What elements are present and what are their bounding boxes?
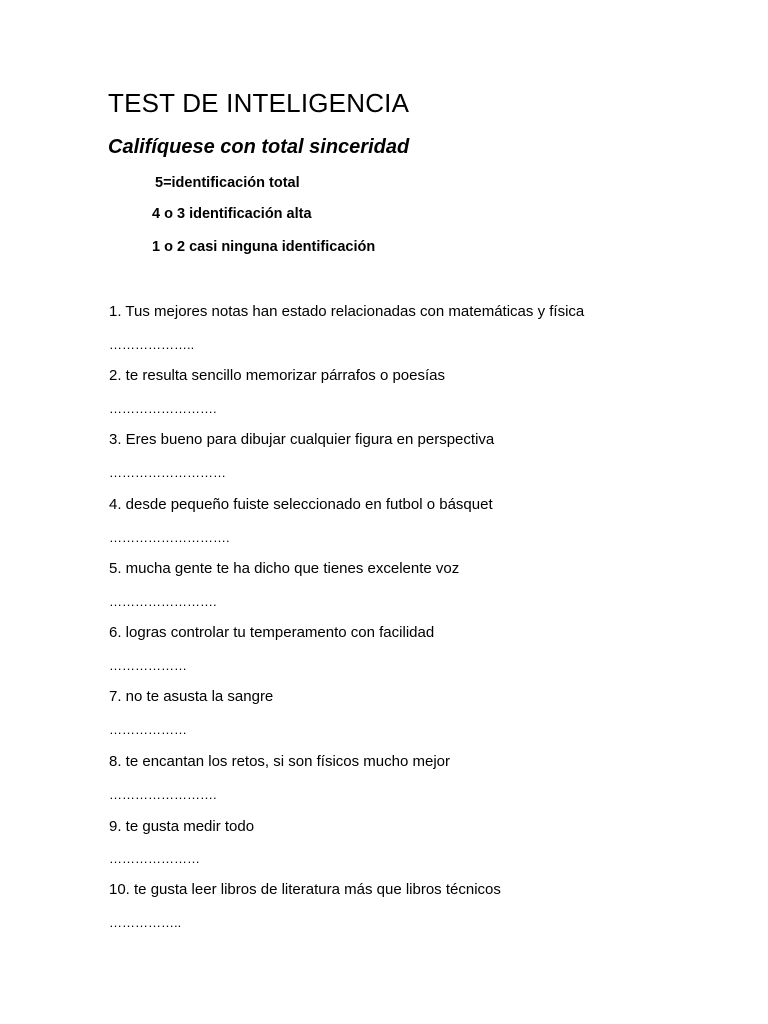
answer-blank: ……………….. <box>109 337 195 352</box>
answer-blank: ……………………. <box>109 401 217 416</box>
question-text: 5. mucha gente te ha dicho que tienes excelente voz <box>109 560 460 577</box>
answer-blank: ……………… <box>109 658 187 673</box>
document-title: TEST DE INTELIGENCIA <box>108 88 410 118</box>
rating-scale-item: 5=identificación total <box>155 175 300 191</box>
answer-blank: ………………………. <box>109 530 230 545</box>
answer-blank: ………………… <box>109 851 200 866</box>
question-text: 3. Eres bueno para dibujar cualquier figura en perspectiva <box>109 431 495 448</box>
answer-blank: ……………………. <box>109 594 217 609</box>
question-text: 10. te gusta leer libros de literatura más que libros técnicos <box>109 881 501 898</box>
answer-blank: ……………………… <box>109 465 226 480</box>
rating-scale-item: 1 o 2 casi ninguna identificación <box>152 239 376 255</box>
question-text: 8. te encantan los retos, si son físicos mucho mejor <box>109 753 450 770</box>
answer-blank: ……………… <box>109 722 187 737</box>
answer-blank: ……………………. <box>109 787 217 802</box>
question-text: 2. te resulta sencillo memorizar párrafos o poesías <box>109 367 445 384</box>
question-text: 4. desde pequeño fuiste seleccionado en futbol o básquet <box>109 496 493 513</box>
question-text: 6. logras controlar tu temperamento con facilidad <box>109 624 435 641</box>
rating-scale-item: 4 o 3 identificación alta <box>152 206 312 222</box>
document-subtitle: Califíquese con total sinceridad <box>108 136 410 158</box>
question-text: 1. Tus mejores notas han estado relacionadas con matemáticas y física <box>109 303 585 320</box>
question-text: 7. no te asusta la sangre <box>109 688 274 705</box>
question-text: 9. te gusta medir todo <box>109 818 255 835</box>
answer-blank: …………….. <box>109 915 182 930</box>
